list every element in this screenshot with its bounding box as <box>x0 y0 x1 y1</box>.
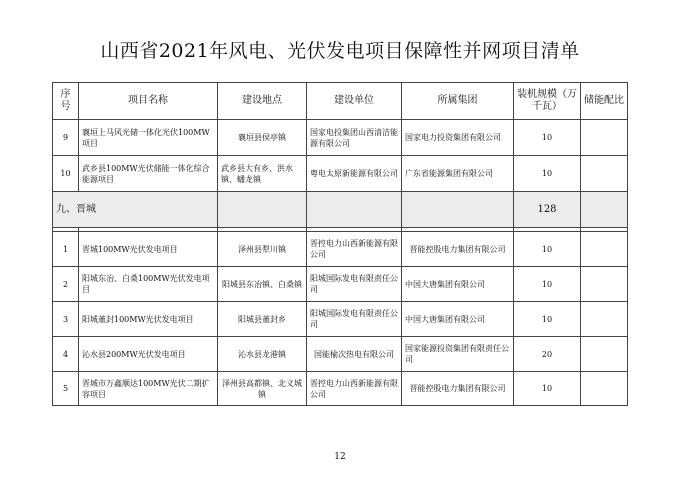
cell-group: 中国大唐集团有限公司 <box>402 267 514 302</box>
cell-group: 广东省能源集团有限公司 <box>402 156 514 192</box>
cell-no: 5 <box>53 372 79 406</box>
cell-empty <box>307 192 402 228</box>
cell-no: 2 <box>53 267 79 302</box>
table-row <box>53 267 628 302</box>
page-title: 山西省2021年风电、光伏发电项目保障性并网项目清单 <box>100 40 580 62</box>
header-group: 所属集团 <box>402 83 514 120</box>
cell-storage <box>581 302 628 337</box>
project-table <box>52 82 628 406</box>
cell-capacity: 10 <box>514 120 581 156</box>
header-name: 项目名称 <box>79 83 218 120</box>
cell-empty <box>581 192 628 228</box>
cell-no: 10 <box>53 156 79 192</box>
cell-unit: 晋控电力山西新能源有限公司 <box>307 372 402 406</box>
cell-group: 国家能源投资集团有限责任公司 <box>402 337 514 372</box>
table-row <box>53 337 628 372</box>
cell-no: 3 <box>53 302 79 337</box>
cell-storage <box>581 267 628 302</box>
cell-unit: 阳城国际发电有限责任公司 <box>307 302 402 337</box>
cell-name: 晋城市万鑫顺达100MW光伏二期扩容项目 <box>79 372 218 406</box>
cell-storage <box>581 156 628 192</box>
cell-location: 泽州县犁川镇 <box>218 232 307 267</box>
header-location: 建设地点 <box>218 83 307 120</box>
cell-capacity: 10 <box>514 156 581 192</box>
cell-storage <box>581 232 628 267</box>
cell-location: 阳城县董封乡 <box>218 302 307 337</box>
cell-no: 9 <box>53 120 79 156</box>
cell-capacity: 10 <box>514 372 581 406</box>
section-label: 九、晋城 <box>53 192 218 228</box>
cell-name: 晋城100MW光伏发电项目 <box>79 232 218 267</box>
cell-unit: 国家电投集团山西清洁能源有限公司 <box>307 120 402 156</box>
cell-storage <box>581 372 628 406</box>
cell-storage <box>581 120 628 156</box>
header-storage: 储能配比 <box>581 83 628 120</box>
cell-group: 中国大唐集团有限公司 <box>402 302 514 337</box>
table-row <box>53 120 628 156</box>
cell-unit: 国能榆次热电有限公司 <box>307 337 402 372</box>
cell-unit: 阳城国际发电有限责任公司 <box>307 267 402 302</box>
header-capacity: 装机规模（万千瓦） <box>514 83 581 120</box>
section-capacity: 128 <box>514 192 581 228</box>
cell-no: 4 <box>53 337 79 372</box>
table-row <box>53 232 628 267</box>
cell-group: 晋能控股电力集团有限公司 <box>402 372 514 406</box>
cell-name: 沁水县200MW光伏发电项目 <box>79 337 218 372</box>
cell-group: 晋能控股电力集团有限公司 <box>402 232 514 267</box>
table-row <box>53 156 628 192</box>
section-row <box>53 192 628 228</box>
cell-name: 阳城东冶、白桑100MW光伏发电项目 <box>79 267 218 302</box>
cell-name: 阳城董封100MW光伏发电项目 <box>79 302 218 337</box>
cell-name: 武乡县100MW光伏储能一体化综合能源项目 <box>79 156 218 192</box>
cell-unit: 晋控电力山西新能源有限公司 <box>307 232 402 267</box>
cell-capacity: 10 <box>514 232 581 267</box>
header-unit: 建设单位 <box>307 83 402 120</box>
header-row <box>53 83 628 120</box>
cell-empty <box>218 192 307 228</box>
cell-location: 沁水县龙港镇 <box>218 337 307 372</box>
cell-storage <box>581 337 628 372</box>
cell-empty <box>402 192 514 228</box>
cell-group: 国家电力投资集团有限公司 <box>402 120 514 156</box>
header-no: 序号 <box>53 83 79 120</box>
cell-no: 1 <box>53 232 79 267</box>
table-row <box>53 372 628 406</box>
cell-location: 阳城县东冶镇、白桑镇 <box>218 267 307 302</box>
cell-capacity: 10 <box>514 267 581 302</box>
page-number: 12 <box>334 452 346 462</box>
cell-capacity: 20 <box>514 337 581 372</box>
cell-unit: 粤电太原新能源有限公司 <box>307 156 402 192</box>
cell-location: 泽州县高都镇、北义城镇 <box>218 372 307 406</box>
cell-name: 襄垣上马风光储一体化光伏100MW项目 <box>79 120 218 156</box>
cell-capacity: 10 <box>514 302 581 337</box>
cell-location: 襄垣县侯亭镇 <box>218 120 307 156</box>
cell-location: 武乡县大有乡、洪水镇、蟠龙镇 <box>218 156 307 192</box>
table-row <box>53 302 628 337</box>
